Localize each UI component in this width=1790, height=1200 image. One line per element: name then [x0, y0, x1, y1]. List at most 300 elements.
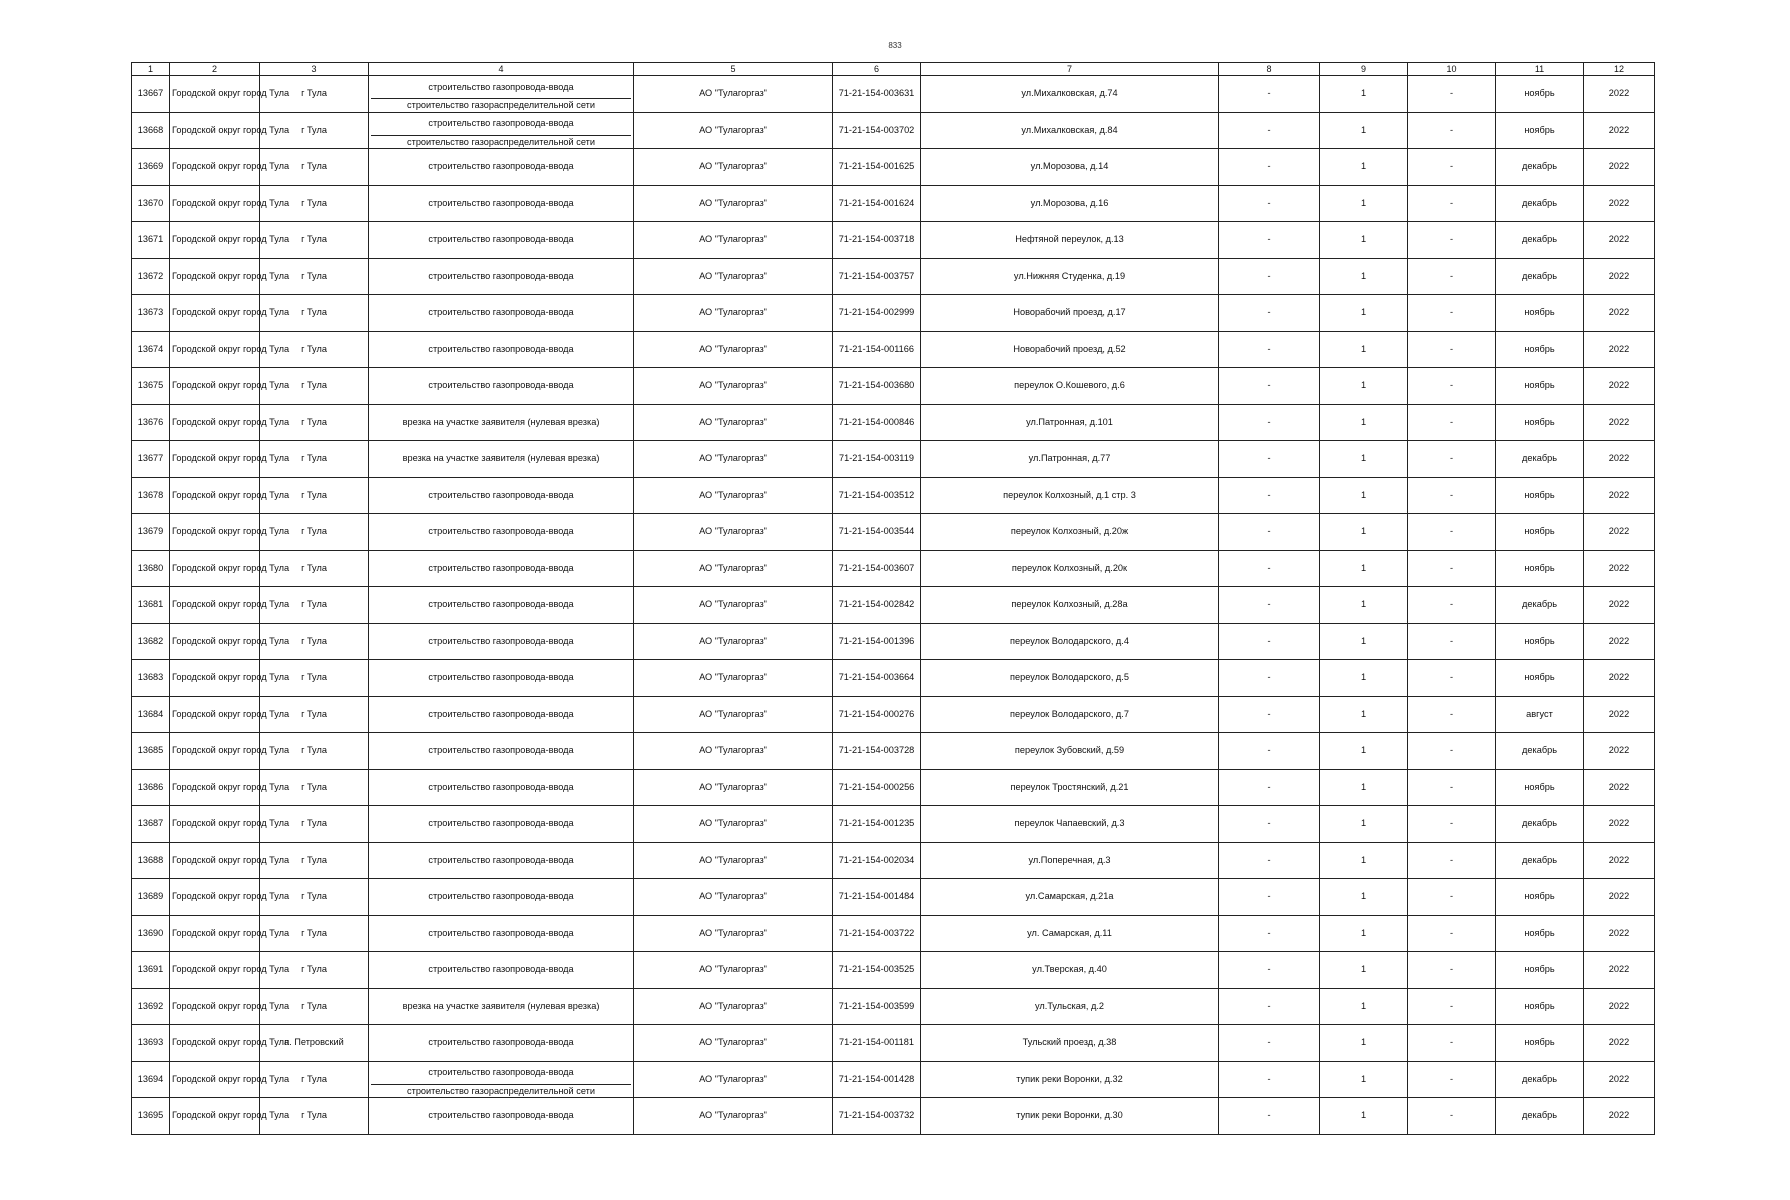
table-row — [132, 550, 1655, 587]
col10-cell: - — [1408, 441, 1496, 478]
month-cell: декабрь — [1496, 222, 1584, 259]
quantity-cell: 1 — [1320, 915, 1408, 952]
table-row — [132, 1098, 1655, 1135]
work-type-cell: врезка на участке заявителя (нулевая врезка) — [369, 441, 634, 478]
address-cell: переулок Володарского, д.5 — [921, 660, 1219, 697]
address-cell: ул.Морозова, д.14 — [921, 149, 1219, 186]
year-cell: 2022 — [1584, 295, 1655, 332]
address-cell: ул.Патронная, д.101 — [921, 404, 1219, 441]
work-type-cell: строительство газопровода-ввода — [369, 295, 634, 332]
col10-cell: - — [1408, 149, 1496, 186]
code-cell: 71-21-154-000256 — [833, 769, 921, 806]
col10-cell: - — [1408, 368, 1496, 405]
locality-cell: г Тула — [260, 477, 369, 514]
month-cell: ноябрь — [1496, 404, 1584, 441]
column-header-8: 8 — [1219, 63, 1320, 76]
row-number: 13694 — [132, 1061, 170, 1098]
code-cell: 71-21-154-001484 — [833, 879, 921, 916]
district-cell: Городской округ город Тула — [170, 149, 260, 186]
year-cell: 2022 — [1584, 769, 1655, 806]
table-row — [132, 842, 1655, 879]
month-cell: ноябрь — [1496, 623, 1584, 660]
code-cell: 71-21-154-000276 — [833, 696, 921, 733]
organization-cell: АО "Тулагоргаз" — [634, 331, 833, 368]
quantity-cell: 1 — [1320, 587, 1408, 624]
district-cell: Городской округ город Тула — [170, 76, 260, 113]
month-cell: ноябрь — [1496, 514, 1584, 551]
work-type-primary: строительство газопровода-ввода — [428, 1067, 574, 1078]
col10-cell: - — [1408, 915, 1496, 952]
quantity-cell: 1 — [1320, 76, 1408, 113]
work-type-cell: строительство газопровода-ввода — [369, 514, 634, 551]
district-cell: Городской округ город Тула — [170, 331, 260, 368]
organization-cell: АО "Тулагоргаз" — [634, 404, 833, 441]
year-cell: 2022 — [1584, 368, 1655, 405]
row-number: 13692 — [132, 988, 170, 1025]
row-number: 13684 — [132, 696, 170, 733]
column-header-7: 7 — [921, 63, 1219, 76]
col8-cell: - — [1219, 733, 1320, 770]
address-cell: тупик реки Воронки, д.30 — [921, 1098, 1219, 1135]
organization-cell: АО "Тулагоргаз" — [634, 477, 833, 514]
locality-cell: г Тула — [260, 952, 369, 989]
col8-cell: - — [1219, 623, 1320, 660]
col8-cell: - — [1219, 149, 1320, 186]
quantity-cell: 1 — [1320, 258, 1408, 295]
year-cell: 2022 — [1584, 331, 1655, 368]
work-type-cell: строительство газопровода-ввода — [369, 149, 634, 186]
address-cell: Тульский проезд, д.38 — [921, 1025, 1219, 1062]
address-cell: переулок Чапаевский, д.3 — [921, 806, 1219, 843]
work-type-cell: строительство газопровода-ввода — [369, 733, 634, 770]
col8-cell: - — [1219, 185, 1320, 222]
locality-cell: г Тула — [260, 295, 369, 332]
col8-cell: - — [1219, 1025, 1320, 1062]
row-number: 13680 — [132, 550, 170, 587]
code-cell: 71-21-154-003680 — [833, 368, 921, 405]
code-cell: 71-21-154-003722 — [833, 915, 921, 952]
row-number: 13677 — [132, 441, 170, 478]
quantity-cell: 1 — [1320, 514, 1408, 551]
organization-cell: АО "Тулагоргаз" — [634, 769, 833, 806]
table-row — [132, 331, 1655, 368]
organization-cell: АО "Тулагоргаз" — [634, 733, 833, 770]
table-row — [132, 404, 1655, 441]
district-cell: Городской округ город Тула — [170, 441, 260, 478]
month-cell: ноябрь — [1496, 295, 1584, 332]
row-number: 13682 — [132, 623, 170, 660]
district-cell: Городской округ город Тула — [170, 1061, 260, 1098]
district-cell: Городской округ город Тула — [170, 623, 260, 660]
col10-cell: - — [1408, 295, 1496, 332]
work-type-secondary: строительство газораспределительной сети — [371, 98, 631, 111]
address-cell: ул.Патронная, д.77 — [921, 441, 1219, 478]
quantity-cell: 1 — [1320, 331, 1408, 368]
row-number: 13689 — [132, 879, 170, 916]
year-cell: 2022 — [1584, 258, 1655, 295]
address-cell: переулок Зубовский, д.59 — [921, 733, 1219, 770]
organization-cell: АО "Тулагоргаз" — [634, 295, 833, 332]
code-cell: 71-21-154-001181 — [833, 1025, 921, 1062]
locality-cell: г Тула — [260, 1061, 369, 1098]
year-cell: 2022 — [1584, 660, 1655, 697]
work-type-cell: строительство газопровода-ввода — [369, 696, 634, 733]
organization-cell: АО "Тулагоргаз" — [634, 696, 833, 733]
code-cell: 71-21-154-003119 — [833, 441, 921, 478]
col10-cell: - — [1408, 331, 1496, 368]
work-type-cell: строительство газопровода-ввода — [369, 623, 634, 660]
district-cell: Городской округ город Тула — [170, 806, 260, 843]
code-cell: 71-21-154-003599 — [833, 988, 921, 1025]
district-cell: Городской округ город Тула — [170, 550, 260, 587]
code-cell: 71-21-154-003718 — [833, 222, 921, 259]
work-type-cell: строительство газопровода-ввода — [369, 1025, 634, 1062]
col8-cell: - — [1219, 514, 1320, 551]
district-cell: Городской округ город Тула — [170, 185, 260, 222]
month-cell: декабрь — [1496, 1061, 1584, 1098]
work-type-primary: строительство газопровода-ввода — [428, 81, 574, 92]
row-number: 13691 — [132, 952, 170, 989]
table-row — [132, 441, 1655, 478]
col8-cell: - — [1219, 222, 1320, 259]
year-cell: 2022 — [1584, 185, 1655, 222]
work-type-cell: строительство газопровода-ввода — [369, 477, 634, 514]
district-cell: Городской округ город Тула — [170, 514, 260, 551]
locality-cell: г Тула — [260, 149, 369, 186]
month-cell: ноябрь — [1496, 1025, 1584, 1062]
district-cell: Городской округ город Тула — [170, 1025, 260, 1062]
code-cell: 71-21-154-001624 — [833, 185, 921, 222]
organization-cell: АО "Тулагоргаз" — [634, 368, 833, 405]
month-cell: декабрь — [1496, 149, 1584, 186]
locality-cell: г Тула — [260, 404, 369, 441]
organization-cell: АО "Тулагоргаз" — [634, 112, 833, 149]
month-cell: декабрь — [1496, 806, 1584, 843]
month-cell: декабрь — [1496, 185, 1584, 222]
address-cell: переулок Колхозный, д.1 стр. 3 — [921, 477, 1219, 514]
col10-cell: - — [1408, 660, 1496, 697]
table-row — [132, 733, 1655, 770]
col8-cell: - — [1219, 368, 1320, 405]
month-cell: ноябрь — [1496, 952, 1584, 989]
district-cell: Городской округ город Тула — [170, 112, 260, 149]
quantity-cell: 1 — [1320, 660, 1408, 697]
organization-cell: АО "Тулагоргаз" — [634, 185, 833, 222]
column-header-1: 1 — [132, 63, 170, 76]
table-row — [132, 76, 1655, 113]
year-cell: 2022 — [1584, 404, 1655, 441]
col10-cell: - — [1408, 623, 1496, 660]
year-cell: 2022 — [1584, 952, 1655, 989]
col10-cell: - — [1408, 806, 1496, 843]
organization-cell: АО "Тулагоргаз" — [634, 623, 833, 660]
quantity-cell: 1 — [1320, 295, 1408, 332]
address-cell: ул.Поперечная, д.3 — [921, 842, 1219, 879]
col10-cell: - — [1408, 952, 1496, 989]
code-cell: 71-21-154-001166 — [833, 331, 921, 368]
locality-cell: г Тула — [260, 258, 369, 295]
code-cell: 71-21-154-002034 — [833, 842, 921, 879]
organization-cell: АО "Тулагоргаз" — [634, 988, 833, 1025]
row-number: 13681 — [132, 587, 170, 624]
district-cell: Городской округ город Тула — [170, 258, 260, 295]
year-cell: 2022 — [1584, 1061, 1655, 1098]
row-number: 13667 — [132, 76, 170, 113]
gas-connection-registry-table — [131, 62, 1655, 1135]
year-cell: 2022 — [1584, 550, 1655, 587]
year-cell: 2022 — [1584, 222, 1655, 259]
month-cell: ноябрь — [1496, 660, 1584, 697]
row-number: 13685 — [132, 733, 170, 770]
table-row — [132, 988, 1655, 1025]
organization-cell: АО "Тулагоргаз" — [634, 1098, 833, 1135]
col10-cell: - — [1408, 842, 1496, 879]
district-cell: Городской округ город Тула — [170, 368, 260, 405]
district-cell: Городской округ город Тула — [170, 1098, 260, 1135]
locality-cell: г Тула — [260, 879, 369, 916]
address-cell: переулок Тростянский, д.21 — [921, 769, 1219, 806]
quantity-cell: 1 — [1320, 441, 1408, 478]
district-cell: Городской округ город Тула — [170, 769, 260, 806]
col8-cell: - — [1219, 952, 1320, 989]
table-row — [132, 879, 1655, 916]
col10-cell: - — [1408, 404, 1496, 441]
row-number: 13669 — [132, 149, 170, 186]
quantity-cell: 1 — [1320, 222, 1408, 259]
locality-cell: г Тула — [260, 441, 369, 478]
row-number: 13687 — [132, 806, 170, 843]
work-type-cell: строительство газопровода-ввода — [369, 915, 634, 952]
col8-cell: - — [1219, 1061, 1320, 1098]
col8-cell: - — [1219, 769, 1320, 806]
address-cell: ул. Самарская, д.11 — [921, 915, 1219, 952]
row-number: 13675 — [132, 368, 170, 405]
col8-cell: - — [1219, 879, 1320, 916]
table-row — [132, 587, 1655, 624]
code-cell: 71-21-154-002999 — [833, 295, 921, 332]
col8-cell: - — [1219, 295, 1320, 332]
row-number: 13693 — [132, 1025, 170, 1062]
work-type-cell: строительство газопровода-ввода — [369, 222, 634, 259]
quantity-cell: 1 — [1320, 733, 1408, 770]
table-row — [132, 806, 1655, 843]
work-type-cell: врезка на участке заявителя (нулевая врезка) — [369, 404, 634, 441]
col8-cell: - — [1219, 587, 1320, 624]
organization-cell: АО "Тулагоргаз" — [634, 806, 833, 843]
work-type-cell — [369, 112, 634, 149]
table-row — [132, 1061, 1655, 1098]
district-cell: Городской округ город Тула — [170, 842, 260, 879]
address-cell: переулок Володарского, д.4 — [921, 623, 1219, 660]
work-type-cell: строительство газопровода-ввода — [369, 806, 634, 843]
code-cell: 71-21-154-003732 — [833, 1098, 921, 1135]
quantity-cell: 1 — [1320, 879, 1408, 916]
month-cell: декабрь — [1496, 441, 1584, 478]
month-cell: ноябрь — [1496, 368, 1584, 405]
year-cell: 2022 — [1584, 441, 1655, 478]
code-cell: 71-21-154-003728 — [833, 733, 921, 770]
code-cell: 71-21-154-002842 — [833, 587, 921, 624]
year-cell: 2022 — [1584, 623, 1655, 660]
organization-cell: АО "Тулагоргаз" — [634, 879, 833, 916]
row-number: 13679 — [132, 514, 170, 551]
organization-cell: АО "Тулагоргаз" — [634, 1061, 833, 1098]
column-header-6: 6 — [833, 63, 921, 76]
table-row — [132, 295, 1655, 332]
code-cell: 71-21-154-001428 — [833, 1061, 921, 1098]
quantity-cell: 1 — [1320, 149, 1408, 186]
table-row — [132, 1025, 1655, 1062]
work-type-cell: строительство газопровода-ввода — [369, 258, 634, 295]
col10-cell: - — [1408, 696, 1496, 733]
district-cell: Городской округ город Тула — [170, 952, 260, 989]
table-row — [132, 769, 1655, 806]
work-type-secondary: строительство газораспределительной сети — [371, 1084, 631, 1097]
organization-cell: АО "Тулагоргаз" — [634, 149, 833, 186]
address-cell: ул.Тверская, д.40 — [921, 952, 1219, 989]
work-type-cell: строительство газопровода-ввода — [369, 185, 634, 222]
column-header-3: 3 — [260, 63, 369, 76]
year-cell: 2022 — [1584, 477, 1655, 514]
col10-cell: - — [1408, 733, 1496, 770]
year-cell: 2022 — [1584, 988, 1655, 1025]
work-type-primary: строительство газопровода-ввода — [428, 118, 574, 129]
locality-cell: г Тула — [260, 368, 369, 405]
table-row — [132, 696, 1655, 733]
column-header-5: 5 — [634, 63, 833, 76]
address-cell: ул.Михалковская, д.74 — [921, 76, 1219, 113]
locality-cell: г Тула — [260, 915, 369, 952]
year-cell: 2022 — [1584, 149, 1655, 186]
table-row — [132, 952, 1655, 989]
col10-cell: - — [1408, 1061, 1496, 1098]
work-type-cell: строительство газопровода-ввода — [369, 769, 634, 806]
code-cell: 71-21-154-003702 — [833, 112, 921, 149]
work-type-cell: врезка на участке заявителя (нулевая врезка) — [369, 988, 634, 1025]
table-row — [132, 915, 1655, 952]
address-cell: переулок Володарского, д.7 — [921, 696, 1219, 733]
district-cell: Городской округ город Тула — [170, 295, 260, 332]
col8-cell: - — [1219, 76, 1320, 113]
month-cell: декабрь — [1496, 733, 1584, 770]
col8-cell: - — [1219, 331, 1320, 368]
col8-cell: - — [1219, 441, 1320, 478]
district-cell: Городской округ город Тула — [170, 660, 260, 697]
month-cell: ноябрь — [1496, 550, 1584, 587]
column-header-4: 4 — [369, 63, 634, 76]
col8-cell: - — [1219, 915, 1320, 952]
col10-cell: - — [1408, 879, 1496, 916]
locality-cell: г Тула — [260, 660, 369, 697]
district-cell: Городской округ город Тула — [170, 477, 260, 514]
row-number: 13678 — [132, 477, 170, 514]
organization-cell: АО "Тулагоргаз" — [634, 76, 833, 113]
work-type-secondary: строительство газораспределительной сети — [371, 135, 631, 148]
col8-cell: - — [1219, 806, 1320, 843]
month-cell: ноябрь — [1496, 915, 1584, 952]
table-row — [132, 514, 1655, 551]
year-cell: 2022 — [1584, 842, 1655, 879]
work-type-cell: строительство газопровода-ввода — [369, 879, 634, 916]
code-cell: 71-21-154-003544 — [833, 514, 921, 551]
month-cell: ноябрь — [1496, 76, 1584, 113]
col8-cell: - — [1219, 258, 1320, 295]
quantity-cell: 1 — [1320, 806, 1408, 843]
row-number: 13674 — [132, 331, 170, 368]
row-number: 13673 — [132, 295, 170, 332]
quantity-cell: 1 — [1320, 1061, 1408, 1098]
quantity-cell: 1 — [1320, 1098, 1408, 1135]
organization-cell: АО "Тулагоргаз" — [634, 660, 833, 697]
col10-cell: - — [1408, 258, 1496, 295]
column-header-10: 10 — [1408, 63, 1496, 76]
year-cell: 2022 — [1584, 1098, 1655, 1135]
work-type-cell — [369, 76, 634, 113]
month-cell: ноябрь — [1496, 879, 1584, 916]
quantity-cell: 1 — [1320, 842, 1408, 879]
year-cell: 2022 — [1584, 514, 1655, 551]
district-cell: Городской округ город Тула — [170, 696, 260, 733]
work-type-cell: строительство газопровода-ввода — [369, 550, 634, 587]
address-cell: переулок Колхозный, д.28а — [921, 587, 1219, 624]
code-cell: 71-21-154-001396 — [833, 623, 921, 660]
address-cell: переулок О.Кошевого, д.6 — [921, 368, 1219, 405]
quantity-cell: 1 — [1320, 1025, 1408, 1062]
code-cell: 71-21-154-003631 — [833, 76, 921, 113]
locality-cell: г Тула — [260, 988, 369, 1025]
quantity-cell: 1 — [1320, 185, 1408, 222]
month-cell: декабрь — [1496, 1098, 1584, 1135]
work-type-cell: строительство газопровода-ввода — [369, 331, 634, 368]
page-number: 833 — [888, 41, 902, 50]
locality-cell: г Тула — [260, 842, 369, 879]
col8-cell: - — [1219, 988, 1320, 1025]
address-cell: ул.Тульская, д.2 — [921, 988, 1219, 1025]
month-cell: декабрь — [1496, 587, 1584, 624]
quantity-cell: 1 — [1320, 988, 1408, 1025]
month-cell: ноябрь — [1496, 988, 1584, 1025]
col10-cell: - — [1408, 185, 1496, 222]
month-cell: ноябрь — [1496, 769, 1584, 806]
code-cell: 71-21-154-003757 — [833, 258, 921, 295]
locality-cell: г Тула — [260, 331, 369, 368]
column-header-11: 11 — [1496, 63, 1584, 76]
work-type-cell: строительство газопровода-ввода — [369, 368, 634, 405]
quantity-cell: 1 — [1320, 696, 1408, 733]
month-cell: декабрь — [1496, 842, 1584, 879]
table-row — [132, 477, 1655, 514]
work-type-cell: строительство газопровода-ввода — [369, 1098, 634, 1135]
district-cell: Городской округ город Тула — [170, 915, 260, 952]
work-type-cell — [369, 1061, 634, 1098]
col8-cell: - — [1219, 112, 1320, 149]
col10-cell: - — [1408, 222, 1496, 259]
address-cell: ул.Морозова, д.16 — [921, 185, 1219, 222]
month-cell: ноябрь — [1496, 112, 1584, 149]
code-cell: 71-21-154-003664 — [833, 660, 921, 697]
column-header-12: 12 — [1584, 63, 1655, 76]
row-number: 13676 — [132, 404, 170, 441]
col10-cell: - — [1408, 769, 1496, 806]
table-row — [132, 258, 1655, 295]
row-number: 13670 — [132, 185, 170, 222]
row-number: 13668 — [132, 112, 170, 149]
organization-cell: АО "Тулагоргаз" — [634, 842, 833, 879]
address-cell: ул.Самарская, д.21а — [921, 879, 1219, 916]
col10-cell: - — [1408, 550, 1496, 587]
month-cell: ноябрь — [1496, 331, 1584, 368]
work-type-cell: строительство газопровода-ввода — [369, 587, 634, 624]
